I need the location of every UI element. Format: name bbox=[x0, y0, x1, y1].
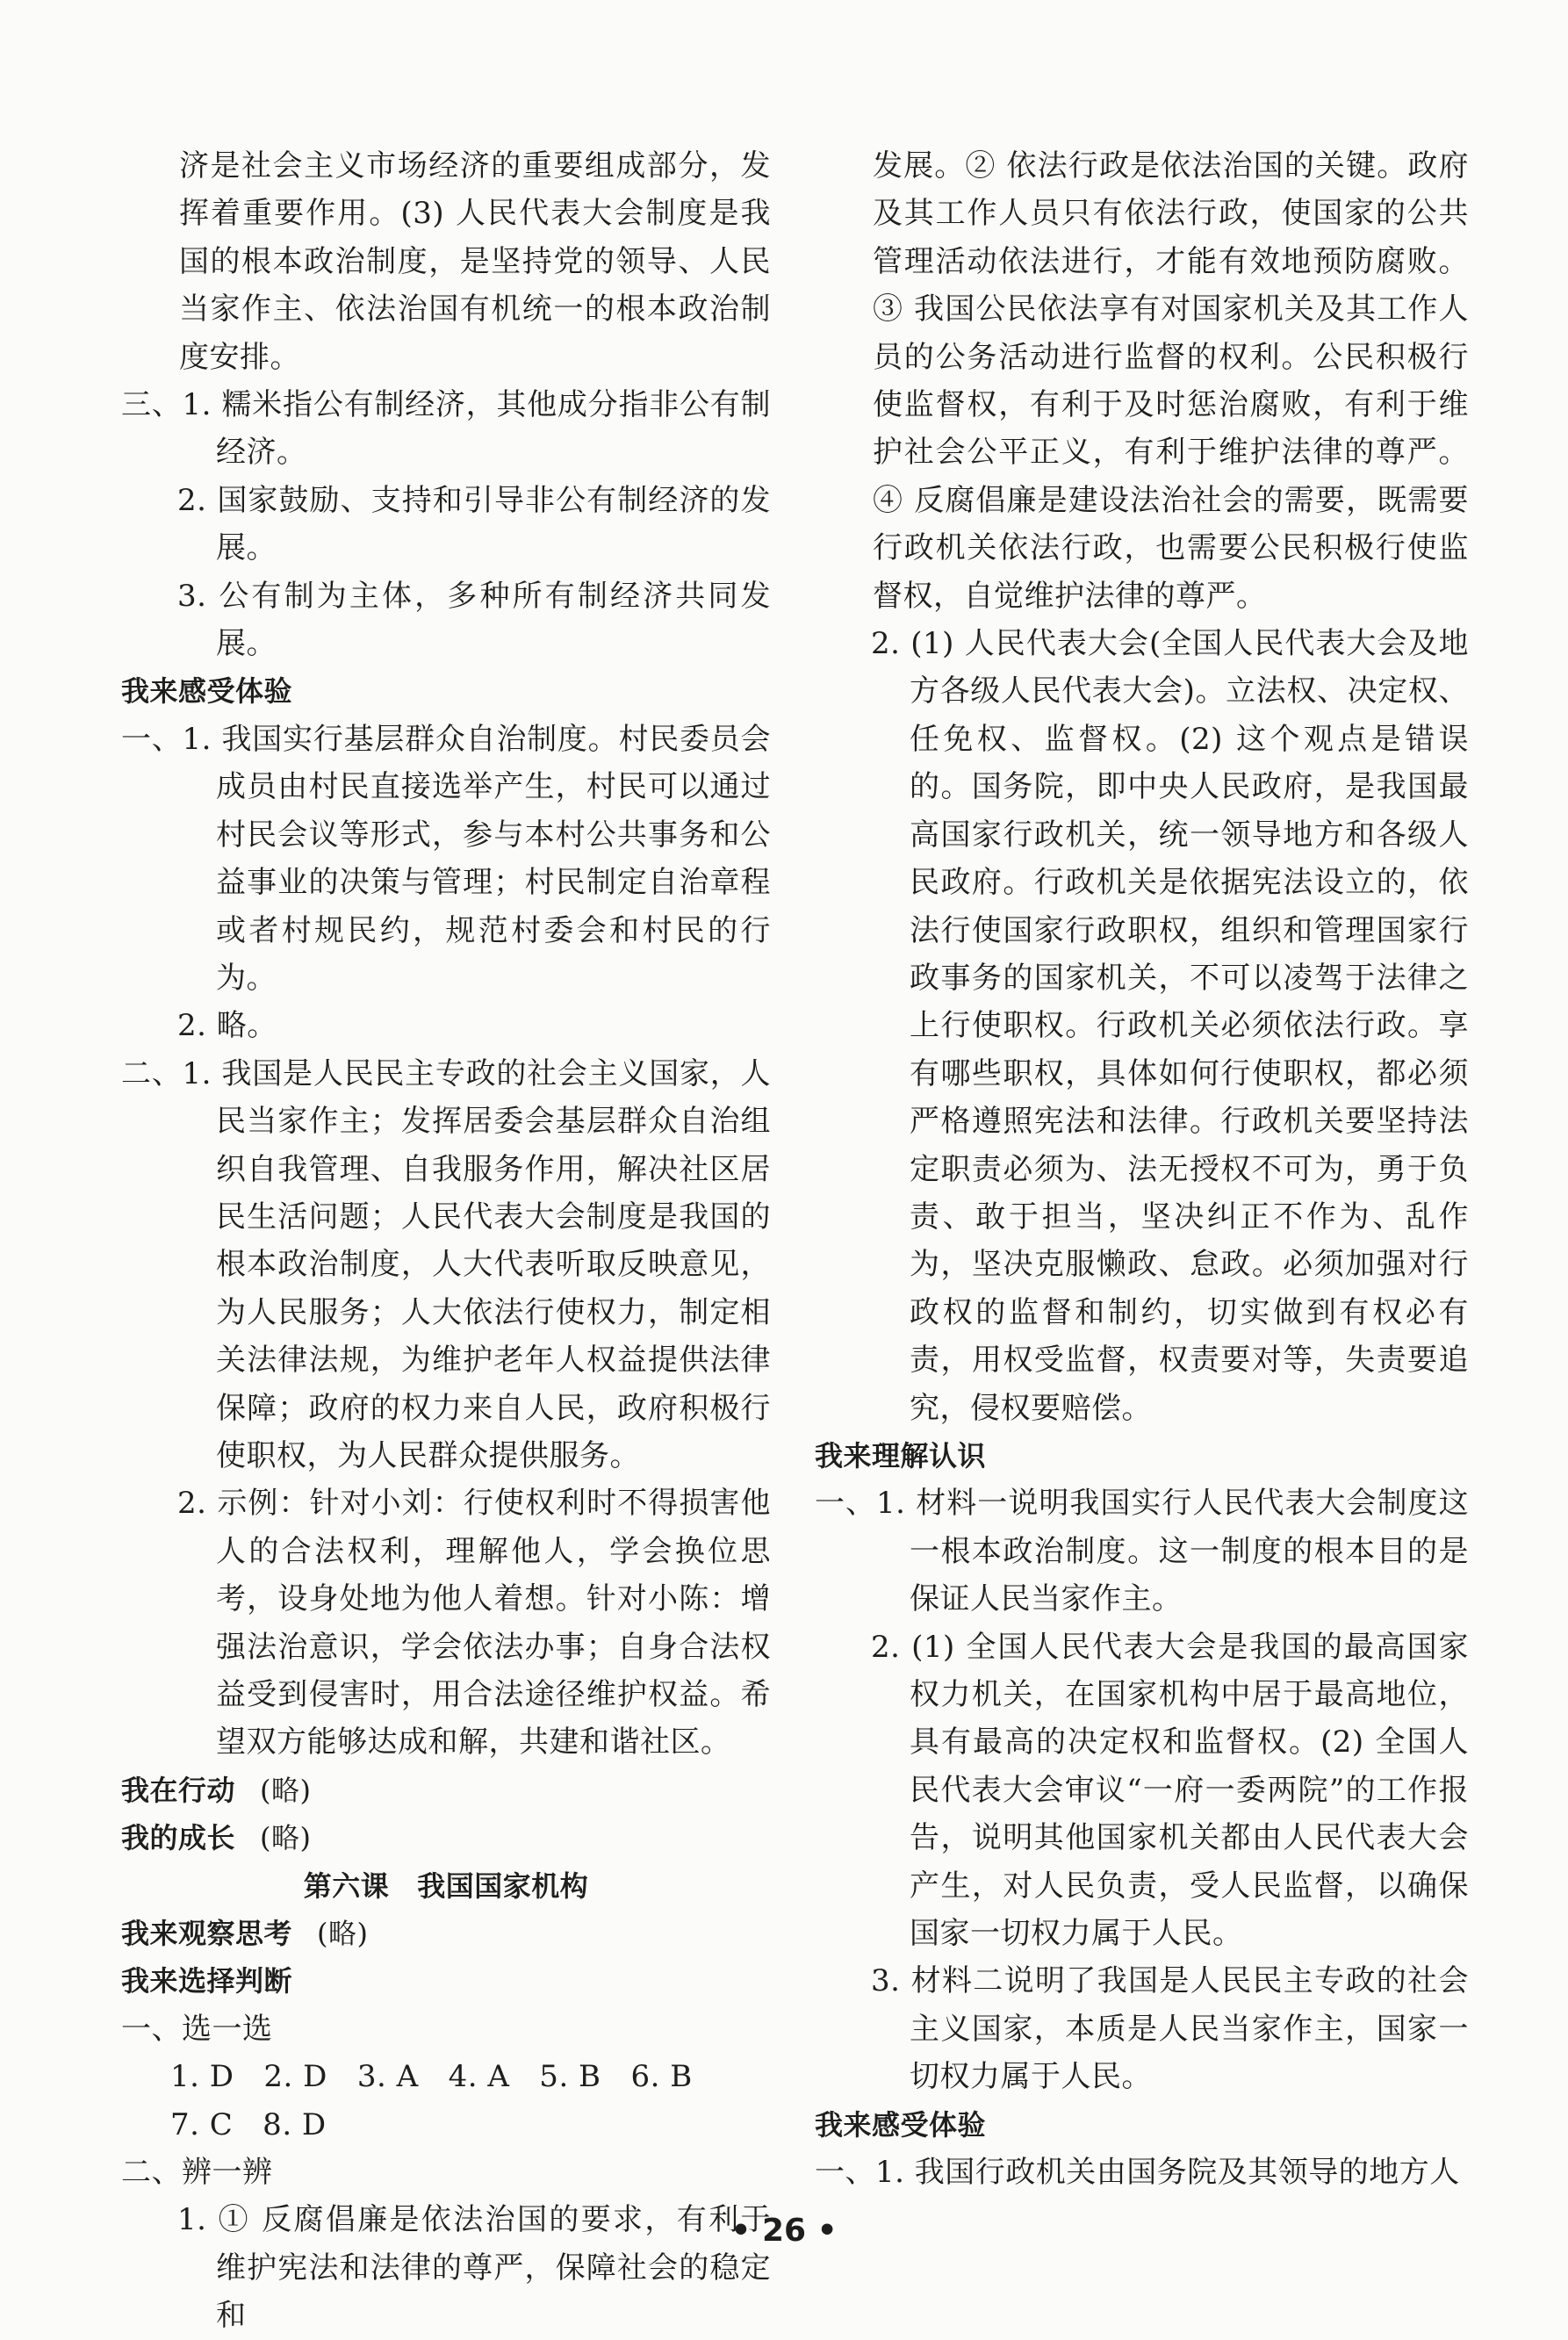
lesson-title bbox=[121, 1862, 771, 1910]
paragraph: 发展。② 依法行政是依法治国的关键。政府及其工作人员只有依法行政，使国家的公共管理活动依法进行，才能有效地预防腐败。③ 我国公民依法享有对国家机关及其工作人员的公务活动进行监督的权利。公民积极行使监督权，有利于及时惩治腐败，有利于维护社会公平正义，有利于维护法律的尊严。④ 反腐倡廉是建设法治社会的需要，既需要行政机关依法行政，也需要公民积极行使监督权，自觉维护法律的尊严。 bbox=[873, 148, 1469, 614]
list-item: 1. ① 反腐倡廉是依法治国的要求，有利于维护宪法和法律的尊严，保障社会的稳定和 bbox=[177, 2202, 771, 2334]
list-item: 2. 国家鼓励、支持和引导非公有制经济的发展。 bbox=[177, 482, 771, 566]
section-heading: 我来感受体验 bbox=[815, 2107, 987, 2142]
section-heading-text: 我的成长 bbox=[121, 1821, 236, 1855]
section-note: (略) bbox=[260, 1773, 312, 1807]
list-item: 3. 公有制为主体，多种所有制经济共同发展。 bbox=[177, 578, 771, 662]
lesson-number: 第六课 bbox=[303, 1868, 390, 1903]
section-heading: 我来理解认识 bbox=[815, 1438, 987, 1472]
section-heading-text: 我来观察思考 bbox=[121, 1917, 293, 1951]
list-item: 一、1. 我国实行基层群众自治制度。村民委员会成员由村民直接选举产生，村民可以通过村民会议等形式，参与本村公共事务和公益事业的决策与管理；村民制定自治章程或者村规民约，规范村委会和村民的行为。 bbox=[121, 721, 771, 996]
subsection-title: 一、选一选 bbox=[121, 2011, 273, 2047]
subsection-title: 二、辨一辨 bbox=[121, 2155, 273, 2191]
list-item: 二、1. 我国是人民民主专政的社会主义国家，人民当家作主；发挥居委会基层群众自治组织自我管理、自我服务作用，解决社区居民生活问题；人民代表大会制度是我国的根本政治制度，人大代表听取反映意见，为人民服务；人大依法行使权力，制定相关法律法规，为维护老年人权益提供法律保障；政府的权力来自人民，政府积极行使职权，为人民群众提供服务。 bbox=[121, 1055, 771, 1473]
section-heading bbox=[121, 1767, 771, 1814]
list-item: 一、1. 材料一说明我国实行人民代表大会制度这一根本政治制度。这一制度的根本目的是保证人民当家作主。 bbox=[815, 1486, 1469, 1617]
section-heading: 我来感受体验 bbox=[121, 674, 293, 709]
answer-row: 1. D 2. D 3. A 4. A 5. B 6. B bbox=[170, 2059, 693, 2095]
list-item: 2. 略。 bbox=[177, 1008, 277, 1044]
list-item: 3. 材料二说明了我国是人民民主专政的社会主义国家，本质是人民当家作主，国家一切权力属于人民。 bbox=[871, 1963, 1469, 2095]
section-heading bbox=[121, 1910, 771, 1957]
section-note: (略) bbox=[317, 1917, 369, 1951]
page-number: • 26 • bbox=[730, 2213, 838, 2249]
list-item: 一、1. 我国行政机关由国务院及其领导的地方人 bbox=[815, 2155, 1460, 2191]
answer-row: 7. C 8. D bbox=[170, 2106, 327, 2142]
left-column bbox=[121, 142, 771, 2340]
right-column bbox=[815, 142, 1469, 2196]
paragraph: 济是社会主义市场经济的重要组成部分，发挥着重要作用。(3) 人民代表大会制度是我国的根本政治制度，是坚持党的领导、人民当家作主、依法治国有机统一的根本政治制度安排。 bbox=[179, 148, 771, 375]
list-item: 2. 示例：针对小刘：行使权利时不得损害他人的合法权利，理解他人，学会换位思考，设身处地为他人着想。针对小陈：增强法治意识，学会依法办事；自身合法权益受到侵害时，用合法途径维护权益。希望双方能够达成和解，共建和谐社区。 bbox=[177, 1486, 771, 1760]
list-item: 三、1. 糯米指公有制经济，其他成分指非公有制经济。 bbox=[121, 387, 771, 471]
lesson-name: 我国国家机构 bbox=[417, 1868, 589, 1903]
section-heading-text: 我在行动 bbox=[121, 1773, 236, 1807]
list-item: 2. (1) 人民代表大会(全国人民代表大会及地方各级人民代表大会)。立法权、决定权、任免权、监督权。(2) 这个观点是错误的。国务院，即中央人民政府，是我国最高国家行政机关，统一领导地方和各级人民政府。行政机关是依据宪法设立的，依法行使国家行政职权，组织和管理国家行政事务的国家机关，不可以凌驾于法律之上行使职权。行政机关必须依法行政。享有哪些职权，具体如何行使职权，都必须严格遵照宪法和法律。行政机关要坚持法定职责必须为、法无授权不可为，勇于负责、敢于担当，坚决纠正不作为、乱作为，坚决克服懒政、怠政。必须加强对行政权的监督和制约，切实做到有权必有责，用权受监督，权责要对等，失责要追究，侵权要赔偿。 bbox=[871, 626, 1469, 1426]
section-note: (略) bbox=[260, 1821, 312, 1855]
list-item: 2. (1) 全国人民代表大会是我国的最高国家权力机关，在国家机构中居于最高地位，具有最高的决定权和监督权。(2) 全国人民代表大会审议“一府一委两院”的工作报告，说明其他国家机关都由人民代表大会产生，对人民负责，受人民监督，以确保国家一切权力属于人民。 bbox=[871, 1629, 1469, 1952]
section-heading: 我来选择判断 bbox=[121, 1964, 293, 1998]
section-heading bbox=[121, 1814, 771, 1861]
